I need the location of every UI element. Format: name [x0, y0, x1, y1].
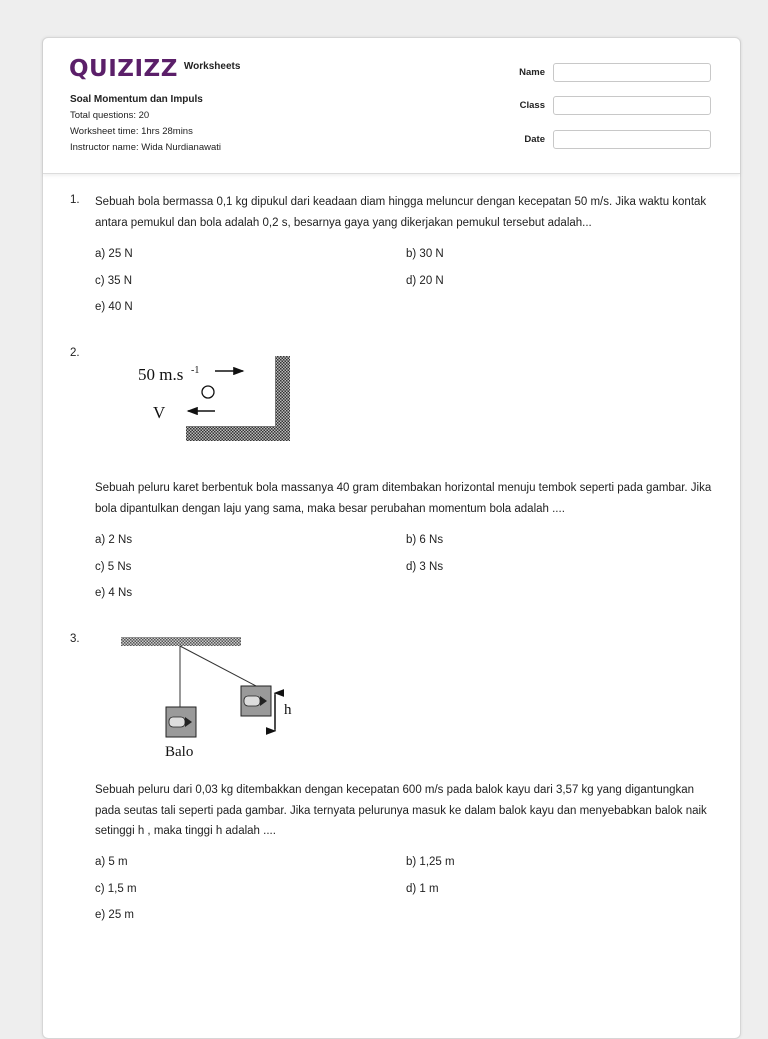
worksheet-meta	[70, 92, 221, 156]
option-d[interactable]: d) 3 Ns	[406, 561, 444, 573]
speed-label: 50 m.s	[138, 365, 184, 384]
option-c[interactable]: c) 1,5 m	[95, 883, 137, 895]
logo-mark: QUIZIZZ	[69, 56, 178, 82]
question-number: 1.	[70, 194, 80, 206]
question-number: 3.	[70, 633, 80, 645]
v-label: V	[153, 403, 166, 422]
h-label: h	[284, 702, 292, 718]
question-text: Sebuah bola bermassa 0,1 kg dipukul dari keadaan diam hingga meluncur dengan kecepatan 50 m/s. Jika waktu kontak antara pemukul dan bola adalah 0,2 s, besarnya gaya yang dikerjakan pemukul tersebut adalah...	[95, 196, 707, 229]
ball	[202, 386, 214, 398]
question-number: 2.	[70, 347, 80, 359]
bullet-rest	[169, 717, 185, 727]
bullet-raised	[244, 696, 260, 706]
worksheet-header	[43, 38, 740, 174]
class-field[interactable]	[553, 96, 711, 115]
name-field[interactable]	[553, 63, 711, 82]
date-label: Date	[524, 134, 545, 145]
worksheet-time: Worksheet time: 1hrs 28mins	[70, 126, 193, 137]
speed-exponent: -1	[191, 365, 200, 376]
worksheet-page	[42, 37, 741, 1039]
ballistic-pendulum-figure	[118, 633, 308, 761]
question-text: Sebuah peluru karet berbentuk bola massanya 40 gram ditembakan horizontal menuju tembok seperti pada gambar. Jika bola dipantulkan dengan laju yang sama, maka besar perubahan momentum bola adalah ....	[95, 482, 712, 515]
option-d[interactable]: d) 20 N	[406, 275, 444, 287]
date-field[interactable]	[553, 130, 711, 149]
floor	[186, 426, 290, 441]
option-e[interactable]: e) 25 m	[95, 909, 134, 921]
wall-bounce-figure	[133, 353, 303, 445]
block-label: Balo	[165, 744, 194, 760]
option-b[interactable]: b) 1,25 m	[406, 856, 455, 868]
option-e[interactable]: e) 4 Ns	[95, 587, 133, 599]
option-b[interactable]: b) 30 N	[406, 248, 444, 260]
instructor-name: Instructor name: Wida Nurdianawati	[70, 142, 222, 153]
option-e[interactable]: e) 40 N	[95, 301, 133, 313]
question-text: Sebuah peluru dari 0,03 kg ditembakkan dengan kecepatan 600 m/s pada balok kayu dari 3,57 kg yang digantungkan pada seutas tali seperti pada gambar. Jika ternyata pelurunya masuk ke dalam balok kayu dan menyebabkan balok naik setinggi h , maka tinggi h adalah ....	[95, 784, 707, 837]
quizizz-logo	[69, 56, 240, 82]
class-label: Class	[519, 100, 545, 111]
string-raised	[180, 646, 256, 686]
option-a[interactable]: a) 2 Ns	[95, 534, 133, 546]
option-a[interactable]: a) 5 m	[95, 856, 128, 868]
option-c[interactable]: c) 5 Ns	[95, 561, 132, 573]
logo-subtitle: Worksheets	[183, 61, 241, 72]
option-b[interactable]: b) 6 Ns	[406, 534, 444, 546]
option-d[interactable]: d) 1 m	[406, 883, 439, 895]
option-c[interactable]: c) 35 N	[95, 275, 133, 287]
name-label: Name	[519, 67, 545, 78]
worksheet-title: Soal Momentum dan Impuls	[70, 94, 203, 105]
total-questions: Total questions: 20	[70, 110, 150, 121]
option-a[interactable]: a) 25 N	[95, 248, 133, 260]
ceiling	[121, 637, 241, 646]
